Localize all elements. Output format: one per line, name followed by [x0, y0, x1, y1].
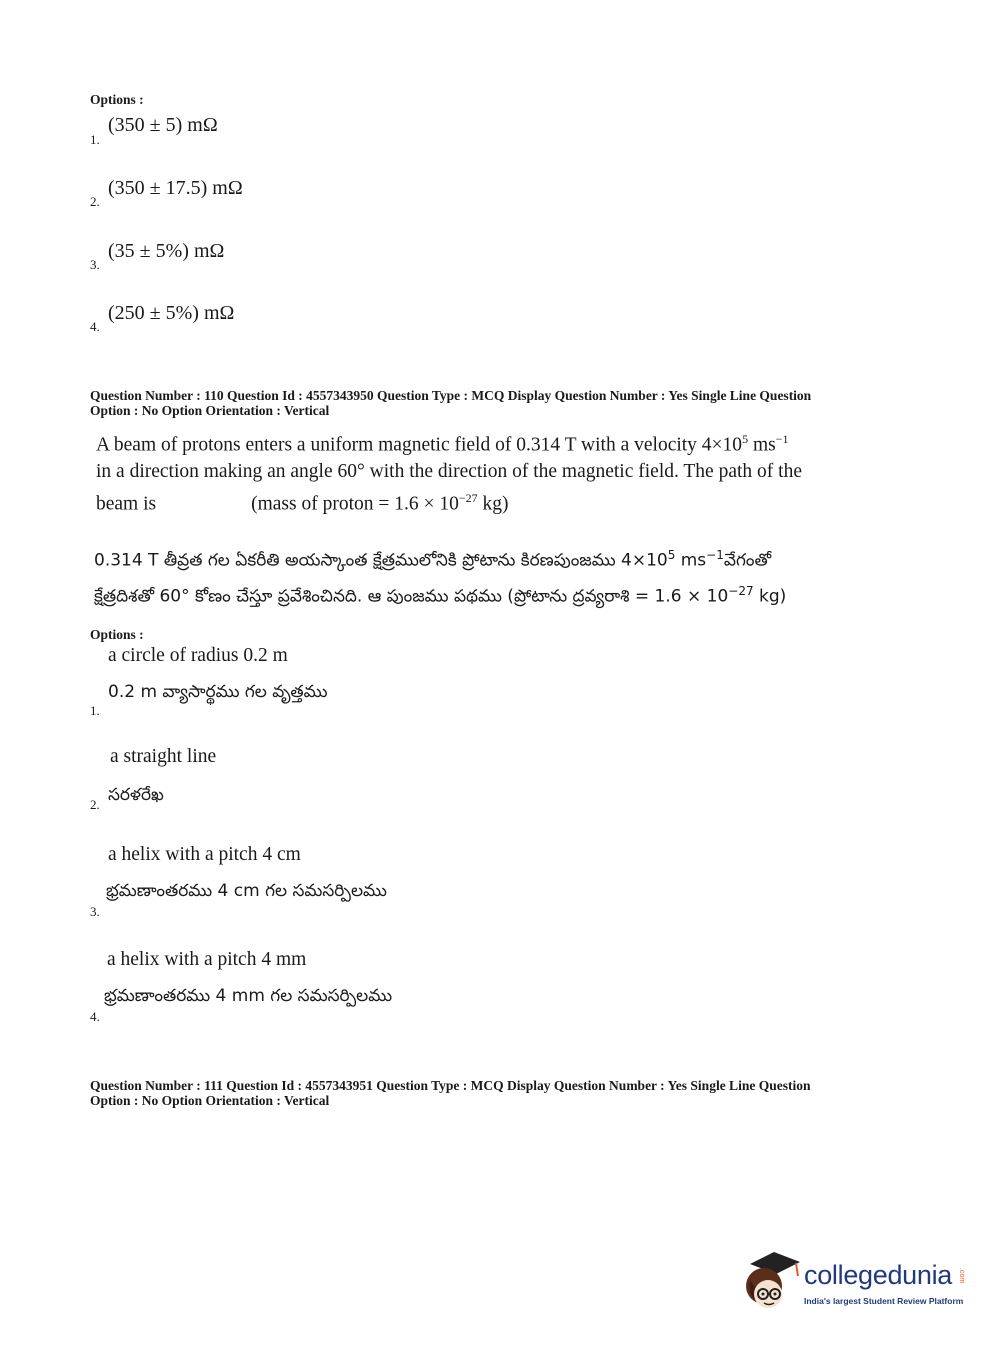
option-text-english: a helix with a pitch 4 cm: [108, 844, 301, 865]
superscript: 5: [742, 432, 749, 446]
question-line: [94, 540, 914, 576]
question-meta-line: Question Number : 111 Question Id : 4557343951 Question Type : MCQ Display Question Number : Yes Single Line Question: [90, 1078, 811, 1093]
question-meta-line: Option : No Option Orientation : Vertical: [90, 1093, 330, 1108]
question-line: in a direction making an angle 60° with the direction of the magnetic field. The path of the: [96, 460, 802, 482]
option-number: 2.: [90, 797, 100, 812]
superscript: −27: [458, 490, 478, 505]
option-number: 3.: [90, 257, 100, 272]
text-segment: kg): [753, 586, 787, 607]
question-text-telugu: [94, 540, 914, 611]
option-number: 1.: [90, 132, 100, 147]
option-number: 3.: [90, 904, 100, 919]
options-label: Options :: [90, 627, 144, 642]
collegedunia-logo: [742, 1250, 972, 1320]
superscript: −27: [728, 583, 754, 598]
question-text-english: [96, 426, 886, 517]
question-line: [94, 576, 914, 612]
superscript: 5: [667, 548, 676, 562]
option-number: 4.: [90, 1009, 100, 1024]
option-text-english: a straight line: [110, 746, 217, 767]
mascot-icon: [742, 1250, 804, 1314]
text-segment: వేగంతో: [723, 550, 772, 571]
text-segment: beam is: [96, 493, 157, 514]
text-segment: (mass of proton = 1.6 × 10: [251, 493, 459, 514]
option-text: (350 ± 5) mΩ: [108, 114, 218, 136]
logo-suffix: .com: [958, 1268, 965, 1284]
question-meta: [90, 388, 910, 418]
question-meta: [90, 1078, 910, 1108]
option-text-english: a circle of radius 0.2 m: [108, 645, 288, 666]
option-text-telugu: భ్రమణాంతరము 4 mm గల సమసర్పిలము: [104, 986, 393, 1006]
option-text-telugu: సరళరేఖ: [108, 785, 164, 805]
text-segment: 0.314 T తీవ్రత గల ఏకరీతి అయస్కాంత క్షేత్రములోనికి ప్రోటాను కిరణపుంజము 4×10: [94, 550, 668, 571]
logo-wordmark: collegedunia: [804, 1260, 953, 1290]
text-segment: క్షేత్రదిశతో 60° కోణం చేస్తూ ప్రవేశించినది. ఆ పుంజము పథము (ప్రోటాను ద్రవ్యరాశి = 1.6 × 10: [94, 586, 729, 607]
superscript: −1: [775, 432, 789, 446]
text-segment: A beam of protons enters a uniform magnetic field of 0.314 T with a velocity 4×10: [96, 434, 743, 456]
option-number: 2.: [90, 194, 100, 209]
option-text: (250 ± 5%) mΩ: [108, 302, 235, 324]
option-text-telugu: 0.2 m వ్యాసార్థము గల వృత్తము: [108, 682, 328, 702]
options-label: Options :: [90, 92, 144, 107]
option-number: 4.: [90, 319, 100, 334]
option-text: (350 ± 17.5) mΩ: [108, 177, 243, 199]
text-segment: ms: [748, 434, 776, 456]
question-line: [96, 485, 886, 518]
text-segment: ms: [675, 550, 707, 571]
text-segment: kg): [477, 493, 509, 514]
superscript: −1: [706, 548, 724, 562]
logo-tagline: India's largest Student Review Platform: [804, 1296, 964, 1306]
option-text: (35 ± 5%) mΩ: [108, 240, 225, 262]
question-meta-line: Question Number : 110 Question Id : 4557343950 Question Type : MCQ Display Question Number : Yes Single Line Question: [90, 388, 812, 403]
option-number: 1.: [90, 703, 100, 718]
question-meta-line: Option : No Option Orientation : Vertical: [90, 403, 330, 418]
question-line: [96, 426, 886, 459]
option-text-telugu: భ్రమణాంతరము 4 cm గల సమసర్పిలము: [106, 881, 387, 901]
option-text-english: a helix with a pitch 4 mm: [107, 949, 307, 970]
